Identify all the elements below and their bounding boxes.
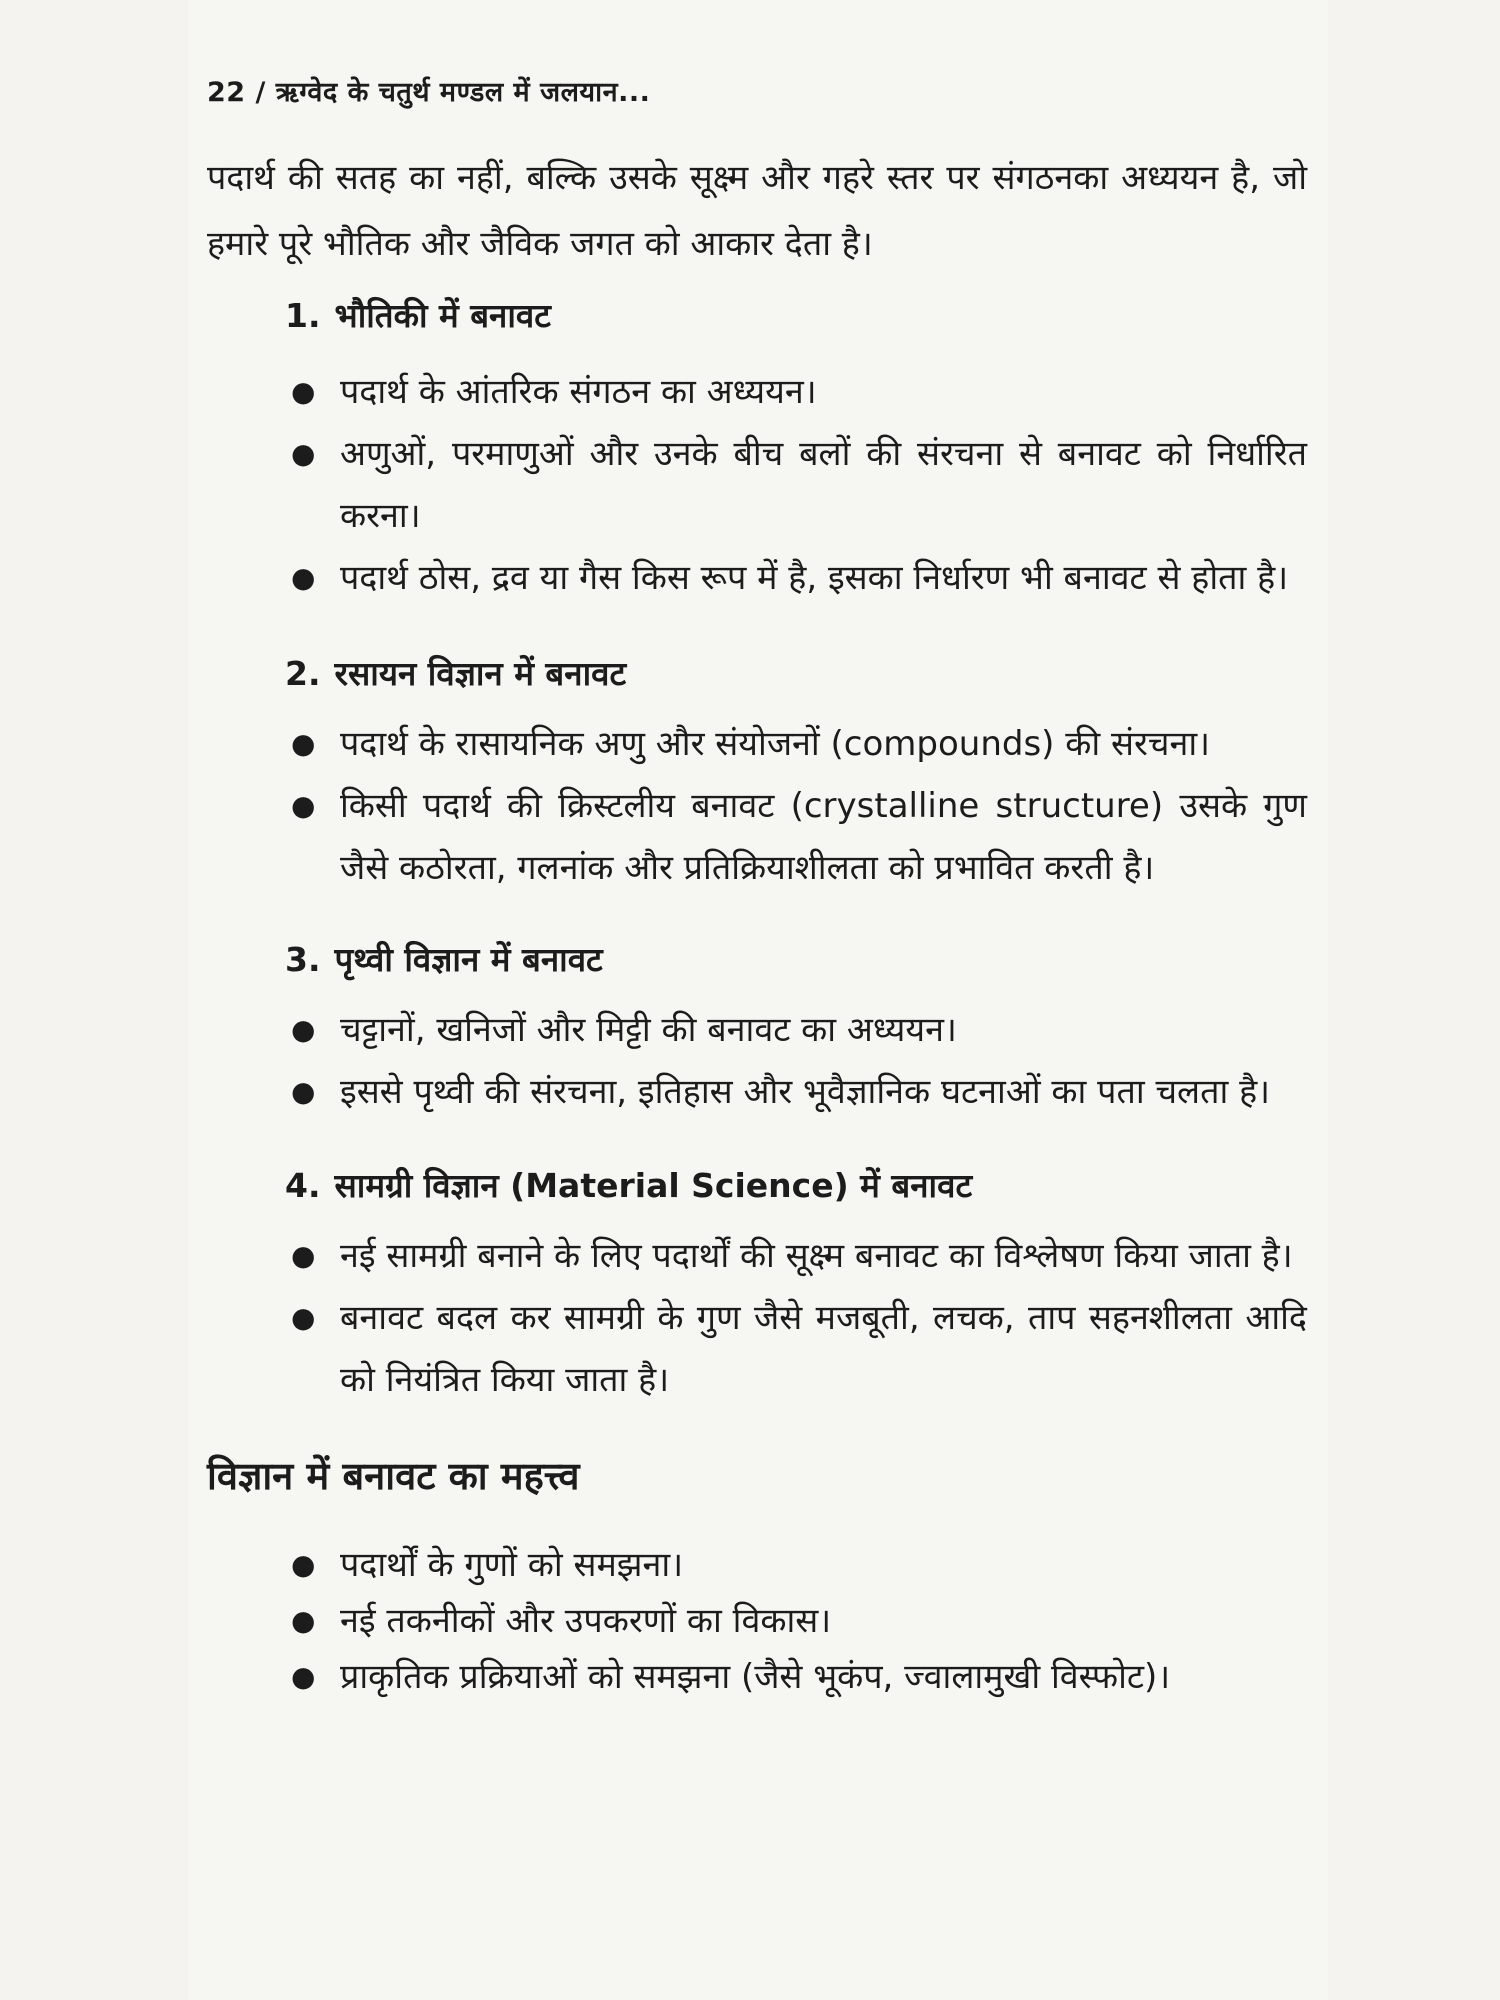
section-heading xyxy=(285,643,1307,705)
bullet-icon: ● xyxy=(291,1301,316,1334)
list-item: ● प्राकृतिक प्रक्रियाओं को समझना (जैसे भूकंप, ज्वालामुखी विस्फोट)। xyxy=(285,1649,1307,1705)
list-item: ● चट्टानों, खनिजों और मिट्टी की बनावट का अध्ययन। xyxy=(285,999,1307,1061)
list-item: ● पदार्थ के आंतरिक संगठन का अध्ययन। xyxy=(285,361,1307,423)
bullet-icon: ● xyxy=(291,561,316,594)
section-title: सामग्री विज्ञान (Material Science) में बनावट xyxy=(334,1166,973,1205)
bullet-list xyxy=(285,1225,1307,1411)
list-item: ● अणुओं, परमाणुओं और उनके बीच बलों की संरचना से बनावट को निर्धारित करना। xyxy=(285,423,1307,547)
running-head: 22 / ऋग्वेद के चतुर्थ मण्डल में जलयान... xyxy=(207,77,651,108)
section-earth-science xyxy=(285,929,1307,1123)
bullet-list xyxy=(285,713,1307,899)
bullet-icon: ● xyxy=(291,1239,316,1272)
bullet-icon: ● xyxy=(291,1548,316,1581)
bullet-list xyxy=(285,361,1307,609)
bullet-icon: ● xyxy=(291,1075,316,1108)
section-heading xyxy=(285,1155,1307,1217)
section-number: 4. xyxy=(285,1166,321,1205)
importance-heading: विज्ञान में बनावट का महत्त्व xyxy=(207,1454,580,1498)
section-chemistry xyxy=(285,643,1307,899)
section-title: भौतिकी में बनावट xyxy=(334,296,551,335)
intro-paragraph: पदार्थ की सतह का नहीं, बल्कि उसके सूक्ष्म और गहरे स्तर पर संगठनका अध्ययन है, जो हमारे पूरे भौतिक और जैविक जगत को आकार देता है। xyxy=(207,158,1307,264)
section-number: 3. xyxy=(285,940,321,979)
section-physics xyxy=(285,285,1307,609)
list-item: ● बनावट बदल कर सामग्री के गुण जैसे मजबूती, लचक, ताप सहनशीलता आदि को नियंत्रित किया जाता है। xyxy=(285,1287,1307,1411)
section-heading xyxy=(285,929,1307,991)
section-title: पृथ्वी विज्ञान में बनावट xyxy=(334,940,603,979)
list-item: ● पदार्थों के गुणों को समझना। xyxy=(285,1537,1307,1593)
list-item: ● पदार्थ के रासायनिक अणु और संयोजनों (compounds) की संरचना। xyxy=(285,713,1307,775)
list-item: ● नई तकनीकों और उपकरणों का विकास। xyxy=(285,1593,1307,1649)
bullet-icon: ● xyxy=(291,789,316,822)
bullet-icon: ● xyxy=(291,437,316,470)
section-heading xyxy=(285,285,1307,347)
section-number: 1. xyxy=(285,296,321,335)
page-content xyxy=(207,72,1307,1705)
list-item: ● इससे पृथ्वी की संरचना, इतिहास और भूवैज्ञानिक घटनाओं का पता चलता है। xyxy=(285,1061,1307,1123)
list-item: ● पदार्थ ठोस, द्रव या गैस किस रूप में है, इसका निर्धारण भी बनावट से होता है। xyxy=(285,547,1307,609)
section-number: 2. xyxy=(285,654,321,693)
section-title: रसायन विज्ञान में बनावट xyxy=(334,654,627,693)
bullet-list xyxy=(285,999,1307,1123)
list-item: ● नई सामग्री बनाने के लिए पदार्थों की सूक्ष्म बनावट का विश्लेषण किया जाता है। xyxy=(285,1225,1307,1287)
bullet-list xyxy=(285,1537,1307,1705)
importance-section xyxy=(207,1445,1307,1705)
bullet-icon: ● xyxy=(291,727,316,760)
bullet-icon: ● xyxy=(291,375,316,408)
list-item: ● किसी पदार्थ की क्रिस्टलीय बनावट (crystalline structure) उसके गुण जैसे कठोरता, गलनांक और प्रतिक्रियाशीलता को प्रभावित करती है। xyxy=(285,775,1307,899)
bullet-icon: ● xyxy=(291,1013,316,1046)
section-material-science xyxy=(285,1155,1307,1411)
bullet-icon: ● xyxy=(291,1604,316,1637)
bullet-icon: ● xyxy=(291,1660,316,1693)
